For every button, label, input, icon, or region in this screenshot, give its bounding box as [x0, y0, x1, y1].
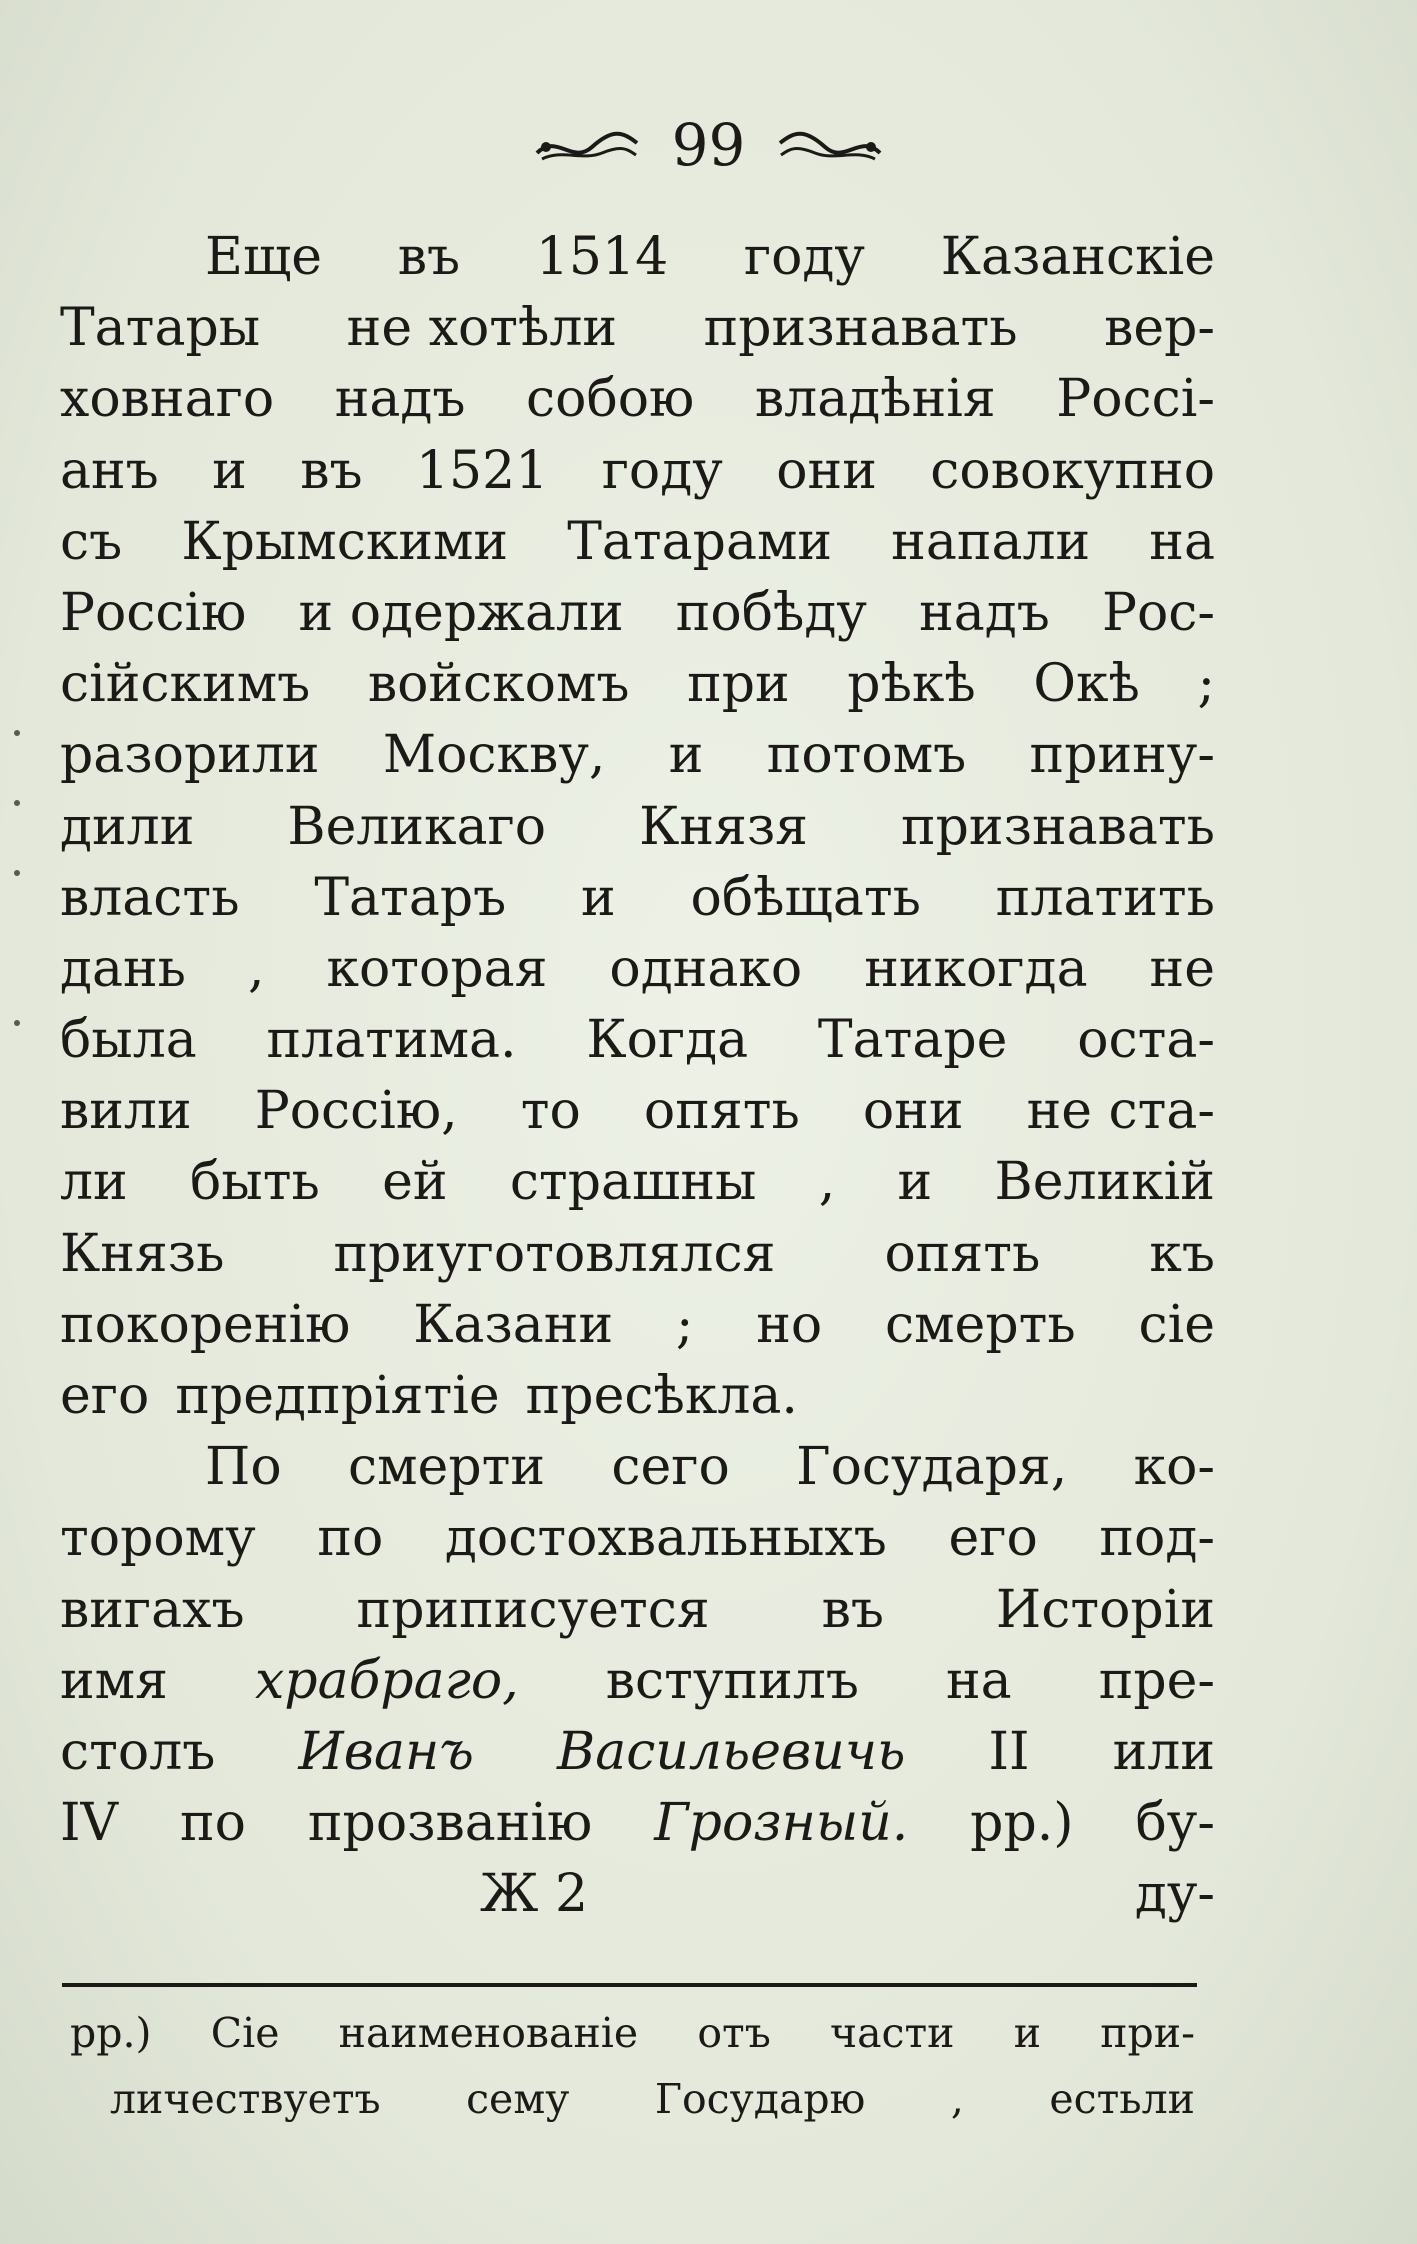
text-line	[60, 792, 1215, 863]
word: къ	[1149, 1223, 1215, 1284]
footnote-divider	[62, 1983, 1197, 1987]
word: пре-	[1098, 1650, 1215, 1711]
word: ко-	[1133, 1437, 1215, 1498]
word: и	[897, 1152, 933, 1213]
main-text	[60, 222, 1215, 1931]
word: опять	[884, 1223, 1041, 1284]
word: въ	[821, 1579, 884, 1640]
word: и	[212, 440, 247, 501]
word: дань	[60, 938, 186, 999]
footnote-line	[70, 2066, 1195, 2132]
word: разорили	[60, 725, 320, 786]
word: покоренію	[60, 1294, 351, 1355]
word: 1514	[535, 227, 669, 287]
word: Великаго	[287, 796, 547, 857]
text-line	[60, 863, 1215, 934]
text-line	[60, 364, 1215, 435]
word: на	[945, 1650, 1012, 1711]
page-number: 99	[671, 111, 746, 179]
word: предпріятіе	[175, 1366, 500, 1426]
word: приуготовлялся	[333, 1223, 776, 1284]
word: II	[988, 1721, 1030, 1782]
word: приписуется	[356, 1579, 710, 1640]
word: надъ	[334, 369, 466, 430]
word: части	[829, 2009, 955, 2057]
word: личествуетъ	[110, 2075, 381, 2123]
left-flourish-ornament	[532, 123, 642, 167]
word: при	[687, 654, 790, 715]
text-line	[60, 507, 1215, 578]
word: но	[756, 1294, 823, 1355]
word: ,	[818, 1152, 836, 1213]
right-flourish-ornament	[775, 123, 885, 167]
word: пресѣкла.	[525, 1366, 798, 1426]
word: ли	[60, 1152, 128, 1213]
word: ,	[950, 2075, 964, 2123]
word: не	[1149, 938, 1215, 999]
word: власть	[60, 867, 240, 928]
word: Россі-	[1056, 369, 1215, 430]
word: Исторіи	[995, 1579, 1215, 1640]
footnote	[70, 2000, 1195, 2132]
word: Князя	[639, 796, 808, 857]
word: Татаре	[817, 1010, 1008, 1071]
word: вер-	[1104, 298, 1215, 359]
word-italic: Иванъ	[298, 1721, 474, 1782]
text-line	[60, 1005, 1215, 1076]
word: и	[1013, 2009, 1042, 2057]
word: Великій	[994, 1152, 1215, 1213]
word: оста-	[1077, 1010, 1215, 1071]
word: По	[205, 1437, 282, 1498]
word: отъ	[697, 2009, 771, 2057]
word: Князь	[60, 1223, 225, 1284]
gutter-mark	[14, 1020, 20, 1026]
word: Россію	[60, 582, 247, 643]
text-line	[60, 1646, 1215, 1717]
word: войскомъ	[367, 654, 630, 715]
word: Государю	[654, 2075, 866, 2123]
footnote-marker: рр.)	[970, 1793, 1074, 1854]
gutter-marks	[10, 0, 30, 2244]
word: и	[668, 725, 704, 786]
word: въ	[397, 227, 461, 287]
word: дили	[60, 796, 195, 857]
word: вили	[60, 1081, 192, 1142]
text-line	[60, 436, 1215, 507]
word: естьли	[1049, 2075, 1195, 2123]
word: страшны	[509, 1152, 757, 1213]
word: платима.	[266, 1010, 517, 1071]
text-line	[60, 1788, 1215, 1859]
word: столъ	[60, 1721, 216, 1782]
word: году	[601, 440, 723, 501]
text-line	[60, 1147, 1215, 1218]
word: то	[520, 1081, 581, 1142]
word-italic: храбраго,	[254, 1650, 519, 1711]
word: они	[862, 1081, 964, 1142]
text-line	[60, 222, 1215, 293]
page-header	[0, 105, 1417, 185]
word: сему	[466, 2075, 570, 2123]
word: Окѣ	[1033, 654, 1140, 715]
word: анъ	[60, 440, 159, 501]
word: вступилъ	[605, 1650, 859, 1711]
footnote-marker: рр.)	[70, 2009, 152, 2057]
gutter-mark	[14, 730, 20, 736]
word: по	[317, 1508, 384, 1569]
word: Казанскіе	[940, 227, 1215, 287]
word: признавать	[703, 298, 1018, 359]
word: рѣкѣ	[847, 654, 976, 715]
word: Крымскими	[181, 511, 509, 572]
word: ей	[382, 1152, 448, 1213]
word: вигахъ	[60, 1579, 245, 1640]
text-line	[60, 1076, 1215, 1147]
word: Россію,	[254, 1081, 458, 1142]
word: бу-	[1135, 1793, 1215, 1854]
word: Татарами	[567, 511, 833, 572]
word: однако	[609, 938, 803, 999]
word-italic: Васильевичь	[556, 1721, 906, 1782]
word-italic: Грозный.	[654, 1793, 909, 1854]
word: при-	[1100, 2009, 1195, 2057]
word: или	[1112, 1721, 1215, 1782]
word: Рос-	[1101, 582, 1215, 643]
word: сійскимъ	[60, 654, 311, 715]
word: быть	[190, 1152, 320, 1213]
signature-mark: Ж 2	[480, 1864, 589, 1925]
word: торому	[60, 1508, 256, 1569]
word: не ста-	[1026, 1081, 1215, 1142]
word: 1521	[415, 440, 549, 501]
word: и одержали	[298, 582, 624, 643]
word: достохвальныхъ	[444, 1508, 887, 1569]
word: надъ	[919, 582, 1050, 643]
word: потомъ	[766, 725, 967, 786]
word: имя	[60, 1650, 168, 1711]
word: никогда	[864, 938, 1088, 999]
word: году	[743, 227, 866, 287]
word: Государя,	[796, 1437, 1068, 1498]
text-line	[60, 1503, 1215, 1574]
word: Еще	[205, 227, 323, 287]
word: и	[581, 867, 616, 928]
word: въ	[300, 440, 363, 501]
word: наименованіе	[338, 2009, 639, 2057]
catch-line	[60, 1859, 1215, 1930]
text-line	[60, 1290, 1215, 1361]
word: не хотѣли	[346, 298, 618, 359]
word: Москву,	[382, 725, 606, 786]
word: напали	[891, 511, 1091, 572]
text-line	[60, 578, 1215, 649]
word: ;	[675, 1294, 694, 1355]
gutter-mark	[14, 800, 20, 806]
word: на	[1149, 511, 1215, 572]
text-line	[60, 1717, 1215, 1788]
word: признавать	[900, 796, 1215, 857]
word: смерти	[347, 1437, 546, 1498]
word: платить	[995, 867, 1215, 928]
word: опять	[643, 1081, 800, 1142]
footnote-line	[70, 2000, 1195, 2066]
word: под-	[1099, 1508, 1215, 1569]
word: IV	[60, 1793, 119, 1854]
text-line	[60, 1432, 1215, 1503]
word: ховнаго	[60, 369, 275, 430]
word: Казани	[413, 1294, 614, 1355]
text-line	[60, 1575, 1215, 1646]
word: его	[60, 1366, 150, 1426]
word: смерть	[884, 1294, 1076, 1355]
word: Когда	[586, 1010, 749, 1071]
text-line	[60, 293, 1215, 364]
word: его	[948, 1508, 1038, 1569]
text-line	[60, 649, 1215, 720]
word: Татары	[60, 298, 261, 359]
word: собою	[526, 369, 695, 430]
word: прину-	[1029, 725, 1215, 786]
catchword: ду-	[1134, 1864, 1215, 1925]
text-line	[60, 720, 1215, 791]
word: прозванію	[307, 1793, 593, 1854]
word: Сіе	[210, 2009, 280, 2057]
word: ;	[1197, 654, 1215, 715]
word: съ	[60, 511, 123, 572]
word: побѣду	[675, 582, 867, 643]
word: сіе	[1138, 1294, 1215, 1355]
text-line	[60, 1219, 1215, 1290]
word: по	[180, 1793, 246, 1854]
word: которая	[326, 938, 548, 999]
text-line	[60, 1361, 1215, 1432]
word: совокупно	[930, 440, 1215, 501]
word: они	[776, 440, 877, 501]
word: ,	[247, 938, 265, 999]
text-line	[60, 934, 1215, 1005]
word: сего	[611, 1437, 730, 1498]
word: обѣщать	[690, 867, 921, 928]
word: Татаръ	[314, 867, 507, 928]
word: была	[60, 1010, 197, 1071]
word: владѣнія	[754, 369, 996, 430]
gutter-mark	[14, 870, 20, 876]
